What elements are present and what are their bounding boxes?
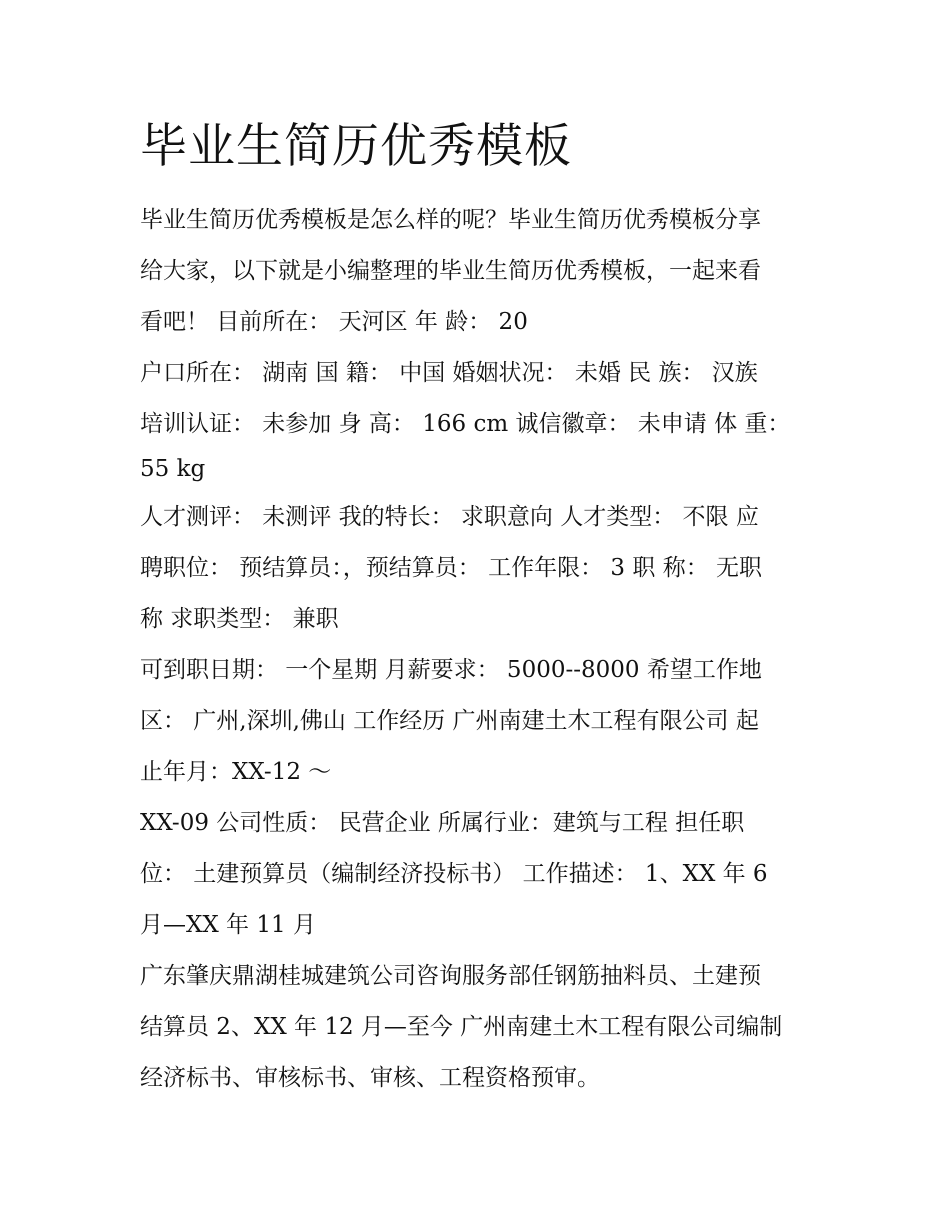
body-line: 广东肇庆鼎湖桂城建筑公司咨询服务部任钢筋抽料员、土建预: [140, 963, 761, 989]
body-line: 可到职日期： 一个星期 月薪要求： 5000--8000 希望工作地: [140, 657, 762, 683]
document-title: 毕业生简历优秀模板: [140, 119, 572, 174]
body-line: 聘职位： 预结算员：，预结算员： 工作年限： 3 职 称： 无职: [140, 555, 762, 581]
body-line: 结算员 2、XX 年 12 月—至今 广州南建土木工程有限公司编制: [140, 1014, 783, 1040]
body-line: 给大家，以下就是小编整理的毕业生简历优秀模板，一起来看: [140, 258, 761, 284]
body-line: 月—XX 年 11 月: [140, 912, 316, 938]
body-line: 看吧！ 目前所在： 天河区 年 龄： 20: [140, 309, 528, 335]
body-line: 户口所在： 湖南 国 籍： 中国 婚姻状况： 未婚 民 族： 汉族: [140, 360, 758, 386]
body-line: 55 kg: [140, 456, 206, 482]
body-line: 人才测评： 未测评 我的特长： 求职意向 人才类型： 不限 应: [140, 504, 759, 530]
body-line: XX-09 公司性质： 民营企业 所属行业：建筑与工程 担任职: [140, 810, 745, 836]
body-line: 经济标书、审核标书、审核、工程资格预审。: [140, 1065, 600, 1091]
body-line: 培训认证： 未参加 身 高： 166 cm 诚信徽章： 未申请 体 重：: [140, 411, 791, 437]
body-line: 毕业生简历优秀模板是怎么样的呢？毕业生简历优秀模板分享: [140, 207, 761, 233]
body-line: 区： 广州,深圳,佛山 工作经历 广州南建土木工程有限公司 起: [140, 708, 759, 734]
body-line: 止年月：XX-12 ～: [140, 759, 332, 785]
body-line: 位： 土建预算员（编制经济投标书） 工作描述： 1、XX 年 6: [140, 861, 768, 887]
body-line: 称 求职类型： 兼职: [140, 606, 339, 632]
